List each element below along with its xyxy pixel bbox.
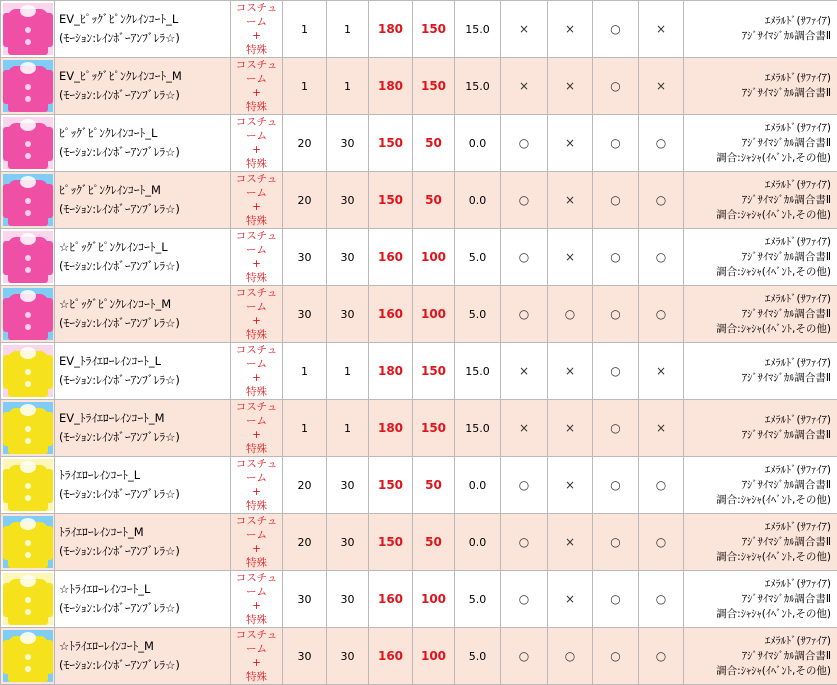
category-cell bbox=[231, 457, 283, 514]
value-1: 30 bbox=[283, 571, 327, 628]
flag-1: ○ bbox=[501, 457, 548, 514]
source-cell bbox=[684, 115, 837, 172]
category-line2: + bbox=[231, 314, 282, 328]
category-line2: + bbox=[231, 542, 282, 556]
category-line2: + bbox=[231, 143, 282, 157]
value-3: 180 bbox=[369, 400, 413, 457]
source-line: 調合:ｼｬｼｬ(ｲﾍﾞﾝﾄ,その他) bbox=[684, 550, 831, 565]
table-row bbox=[1, 229, 837, 286]
flag-2: × bbox=[548, 115, 593, 172]
flag-4: × bbox=[639, 400, 684, 457]
flag-1: ○ bbox=[501, 514, 548, 571]
raincoat-icon bbox=[3, 60, 53, 112]
item-name-cell bbox=[55, 400, 231, 457]
value-5: 0.0 bbox=[455, 514, 501, 571]
raincoat-icon bbox=[3, 288, 53, 340]
item-motion: (ﾓｰｼｮﾝ:ﾚｲﾝﾎﾞｰｱﾝﾌﾞﾚﾗ☆) bbox=[59, 200, 230, 219]
source-line: ｴﾒﾗﾙﾄﾞ(ｻﾌｧｲｱ) bbox=[684, 14, 831, 29]
table-row bbox=[1, 343, 837, 400]
item-image-cell bbox=[1, 58, 55, 115]
flag-2: ○ bbox=[548, 286, 593, 343]
flag-1: × bbox=[501, 343, 548, 400]
value-1: 30 bbox=[283, 286, 327, 343]
item-name: EV_ﾄﾗｲｴﾛｰﾚｲﾝｺｰﾄ_L bbox=[59, 352, 230, 371]
category-line3: 特殊 bbox=[231, 43, 282, 57]
source-line: ｴﾒﾗﾙﾄﾞ(ｻﾌｧｲｱ) bbox=[684, 235, 831, 250]
value-2: 30 bbox=[327, 571, 369, 628]
table-row bbox=[1, 400, 837, 457]
value-5: 5.0 bbox=[455, 286, 501, 343]
source-line: ｱｼﾞｻｲﾏｼﾞｶﾙ調合書Ⅱ bbox=[684, 428, 831, 443]
table-row bbox=[1, 571, 837, 628]
value-2: 30 bbox=[327, 229, 369, 286]
category-line3: 特殊 bbox=[231, 670, 282, 684]
flag-4: ○ bbox=[639, 229, 684, 286]
flag-4: ○ bbox=[639, 628, 684, 685]
flag-1: ○ bbox=[501, 571, 548, 628]
source-line: ｴﾒﾗﾙﾄﾞ(ｻﾌｧｲｱ) bbox=[684, 634, 831, 649]
item-image-cell bbox=[1, 1, 55, 58]
source-line: ｴﾒﾗﾙﾄﾞ(ｻﾌｧｲｱ) bbox=[684, 178, 831, 193]
source-line: ｱｼﾞｻｲﾏｼﾞｶﾙ調合書Ⅱ bbox=[684, 250, 831, 265]
category-line3: 特殊 bbox=[231, 214, 282, 228]
item-name-cell bbox=[55, 58, 231, 115]
item-motion: (ﾓｰｼｮﾝ:ﾚｲﾝﾎﾞｰｱﾝﾌﾞﾚﾗ☆) bbox=[59, 542, 230, 561]
value-4: 150 bbox=[413, 1, 455, 58]
source-line: 調合:ｼｬｼｬ(ｲﾍﾞﾝﾄ,その他) bbox=[684, 493, 831, 508]
category-line1: コスチューム bbox=[231, 286, 282, 314]
category-line2: + bbox=[231, 29, 282, 43]
flag-3: ○ bbox=[593, 571, 639, 628]
flag-4: ○ bbox=[639, 115, 684, 172]
item-name-cell bbox=[55, 571, 231, 628]
value-4: 150 bbox=[413, 58, 455, 115]
source-line: ｴﾒﾗﾙﾄﾞ(ｻﾌｧｲｱ) bbox=[684, 577, 831, 592]
flag-3: ○ bbox=[593, 628, 639, 685]
flag-2: × bbox=[548, 172, 593, 229]
value-3: 150 bbox=[369, 457, 413, 514]
category-line2: + bbox=[231, 485, 282, 499]
table-row bbox=[1, 58, 837, 115]
category-line1: コスチューム bbox=[231, 628, 282, 656]
item-name-cell bbox=[55, 172, 231, 229]
value-3: 160 bbox=[369, 571, 413, 628]
category-cell bbox=[231, 400, 283, 457]
value-5: 5.0 bbox=[455, 229, 501, 286]
value-2: 30 bbox=[327, 514, 369, 571]
category-line2: + bbox=[231, 200, 282, 214]
item-name: ☆ﾋﾟｯｸﾞﾋﾟﾝｸﾚｲﾝｺｰﾄ_M bbox=[59, 295, 230, 314]
flag-2: × bbox=[548, 400, 593, 457]
value-4: 50 bbox=[413, 115, 455, 172]
flag-2: × bbox=[548, 571, 593, 628]
category-line1: コスチューム bbox=[231, 343, 282, 371]
item-image-cell bbox=[1, 571, 55, 628]
flag-2: × bbox=[548, 343, 593, 400]
item-motion: (ﾓｰｼｮﾝ:ﾚｲﾝﾎﾞｰｱﾝﾌﾞﾚﾗ☆) bbox=[59, 257, 230, 276]
item-motion: (ﾓｰｼｮﾝ:ﾚｲﾝﾎﾞｰｱﾝﾌﾞﾚﾗ☆) bbox=[59, 371, 230, 390]
value-4: 100 bbox=[413, 628, 455, 685]
value-2: 1 bbox=[327, 1, 369, 58]
category-cell bbox=[231, 115, 283, 172]
category-line2: + bbox=[231, 257, 282, 271]
value-2: 30 bbox=[327, 628, 369, 685]
flag-1: ○ bbox=[501, 628, 548, 685]
source-cell bbox=[684, 400, 837, 457]
value-1: 20 bbox=[283, 172, 327, 229]
raincoat-icon bbox=[3, 516, 53, 568]
value-3: 150 bbox=[369, 172, 413, 229]
value-4: 50 bbox=[413, 457, 455, 514]
source-cell bbox=[684, 457, 837, 514]
source-line: 調合:ｼｬｼｬ(ｲﾍﾞﾝﾄ,その他) bbox=[684, 208, 831, 223]
flag-1: × bbox=[501, 1, 548, 58]
value-5: 5.0 bbox=[455, 571, 501, 628]
item-image-cell bbox=[1, 400, 55, 457]
category-line3: 特殊 bbox=[231, 157, 282, 171]
value-1: 1 bbox=[283, 1, 327, 58]
value-4: 50 bbox=[413, 514, 455, 571]
category-line1: コスチューム bbox=[231, 115, 282, 143]
source-cell bbox=[684, 571, 837, 628]
value-3: 150 bbox=[369, 115, 413, 172]
source-line: ｱｼﾞｻｲﾏｼﾞｶﾙ調合書Ⅱ bbox=[684, 592, 831, 607]
value-4: 50 bbox=[413, 172, 455, 229]
source-line: ｴﾒﾗﾙﾄﾞ(ｻﾌｧｲｱ) bbox=[684, 463, 831, 478]
value-1: 20 bbox=[283, 514, 327, 571]
source-line: ｴﾒﾗﾙﾄﾞ(ｻﾌｧｲｱ) bbox=[684, 121, 831, 136]
item-image-cell bbox=[1, 628, 55, 685]
category-line1: コスチューム bbox=[231, 229, 282, 257]
item-name: ☆ﾄﾗｲｴﾛｰﾚｲﾝｺｰﾄ_M bbox=[59, 637, 230, 656]
item-motion: (ﾓｰｼｮﾝ:ﾚｲﾝﾎﾞｰｱﾝﾌﾞﾚﾗ☆) bbox=[59, 428, 230, 447]
item-name: EV_ﾋﾟｯｸﾞﾋﾟﾝｸﾚｲﾝｺｰﾄ_M bbox=[59, 67, 230, 86]
item-image-cell bbox=[1, 115, 55, 172]
flag-4: × bbox=[639, 343, 684, 400]
item-motion: (ﾓｰｼｮﾝ:ﾚｲﾝﾎﾞｰｱﾝﾌﾞﾚﾗ☆) bbox=[59, 485, 230, 504]
source-line: ｱｼﾞｻｲﾏｼﾞｶﾙ調合書Ⅱ bbox=[684, 478, 831, 493]
flag-2: × bbox=[548, 1, 593, 58]
source-cell bbox=[684, 172, 837, 229]
item-name: EV_ﾋﾟｯｸﾞﾋﾟﾝｸﾚｲﾝｺｰﾄ_L bbox=[59, 10, 230, 29]
category-line2: + bbox=[231, 371, 282, 385]
value-1: 1 bbox=[283, 400, 327, 457]
category-line1: コスチューム bbox=[231, 58, 282, 86]
category-line3: 特殊 bbox=[231, 613, 282, 627]
flag-4: × bbox=[639, 58, 684, 115]
value-5: 0.0 bbox=[455, 172, 501, 229]
value-5: 5.0 bbox=[455, 628, 501, 685]
raincoat-icon bbox=[3, 573, 53, 625]
flag-1: ○ bbox=[501, 286, 548, 343]
category-cell bbox=[231, 343, 283, 400]
flag-4: × bbox=[639, 1, 684, 58]
item-image-cell bbox=[1, 286, 55, 343]
value-5: 15.0 bbox=[455, 58, 501, 115]
item-name: ☆ﾄﾗｲｴﾛｰﾚｲﾝｺｰﾄ_L bbox=[59, 580, 230, 599]
source-line: ｴﾒﾗﾙﾄﾞ(ｻﾌｧｲｱ) bbox=[684, 413, 831, 428]
flag-4: ○ bbox=[639, 571, 684, 628]
flag-1: × bbox=[501, 400, 548, 457]
source-cell bbox=[684, 1, 837, 58]
raincoat-icon bbox=[3, 459, 53, 511]
flag-3: ○ bbox=[593, 172, 639, 229]
flag-1: ○ bbox=[501, 172, 548, 229]
value-1: 1 bbox=[283, 343, 327, 400]
value-4: 150 bbox=[413, 400, 455, 457]
source-cell bbox=[684, 286, 837, 343]
raincoat-icon bbox=[3, 231, 53, 283]
category-line1: コスチューム bbox=[231, 571, 282, 599]
category-line1: コスチューム bbox=[231, 457, 282, 485]
category-line1: コスチューム bbox=[231, 514, 282, 542]
item-motion: (ﾓｰｼｮﾝ:ﾚｲﾝﾎﾞｰｱﾝﾌﾞﾚﾗ☆) bbox=[59, 599, 230, 618]
item-image-cell bbox=[1, 457, 55, 514]
item-name: ☆ﾋﾟｯｸﾞﾋﾟﾝｸﾚｲﾝｺｰﾄ_L bbox=[59, 238, 230, 257]
flag-3: ○ bbox=[593, 286, 639, 343]
flag-4: ○ bbox=[639, 457, 684, 514]
source-line: ｱｼﾞｻｲﾏｼﾞｶﾙ調合書Ⅱ bbox=[684, 29, 831, 44]
table-row bbox=[1, 628, 837, 685]
flag-1: ○ bbox=[501, 229, 548, 286]
flag-1: × bbox=[501, 58, 548, 115]
category-line2: + bbox=[231, 428, 282, 442]
source-line: 調合:ｼｬｼｬ(ｲﾍﾞﾝﾄ,その他) bbox=[684, 151, 831, 166]
item-name: ﾋﾟｯｸﾞﾋﾟﾝｸﾚｲﾝｺｰﾄ_M bbox=[59, 181, 230, 200]
value-2: 30 bbox=[327, 457, 369, 514]
source-cell bbox=[684, 229, 837, 286]
raincoat-icon bbox=[3, 117, 53, 169]
category-line2: + bbox=[231, 656, 282, 670]
category-line3: 特殊 bbox=[231, 328, 282, 342]
value-5: 0.0 bbox=[455, 457, 501, 514]
category-cell bbox=[231, 514, 283, 571]
value-2: 30 bbox=[327, 172, 369, 229]
category-line3: 特殊 bbox=[231, 556, 282, 570]
item-name-cell bbox=[55, 115, 231, 172]
raincoat-icon bbox=[3, 402, 53, 454]
value-1: 1 bbox=[283, 58, 327, 115]
category-cell bbox=[231, 571, 283, 628]
source-line: 調合:ｼｬｼｬ(ｲﾍﾞﾝﾄ,その他) bbox=[684, 265, 831, 280]
flag-1: ○ bbox=[501, 115, 548, 172]
item-motion: (ﾓｰｼｮﾝ:ﾚｲﾝﾎﾞｰｱﾝﾌﾞﾚﾗ☆) bbox=[59, 656, 230, 675]
table-row bbox=[1, 172, 837, 229]
flag-4: ○ bbox=[639, 172, 684, 229]
source-line: 調合:ｼｬｼｬ(ｲﾍﾞﾝﾄ,その他) bbox=[684, 664, 831, 679]
value-2: 1 bbox=[327, 400, 369, 457]
value-3: 160 bbox=[369, 628, 413, 685]
source-line: ｴﾒﾗﾙﾄﾞ(ｻﾌｧｲｱ) bbox=[684, 520, 831, 535]
category-line3: 特殊 bbox=[231, 100, 282, 114]
item-motion: (ﾓｰｼｮﾝ:ﾚｲﾝﾎﾞｰｱﾝﾌﾞﾚﾗ☆) bbox=[59, 86, 230, 105]
source-line: ｱｼﾞｻｲﾏｼﾞｶﾙ調合書Ⅱ bbox=[684, 535, 831, 550]
category-line3: 特殊 bbox=[231, 385, 282, 399]
item-image-cell bbox=[1, 514, 55, 571]
flag-4: ○ bbox=[639, 286, 684, 343]
flag-3: ○ bbox=[593, 343, 639, 400]
value-1: 20 bbox=[283, 115, 327, 172]
value-1: 20 bbox=[283, 457, 327, 514]
value-3: 160 bbox=[369, 286, 413, 343]
value-5: 15.0 bbox=[455, 343, 501, 400]
value-3: 160 bbox=[369, 229, 413, 286]
category-line3: 特殊 bbox=[231, 442, 282, 456]
raincoat-icon bbox=[3, 345, 53, 397]
flag-3: ○ bbox=[593, 229, 639, 286]
source-line: 調合:ｼｬｼｬ(ｲﾍﾞﾝﾄ,その他) bbox=[684, 322, 831, 337]
category-line1: コスチューム bbox=[231, 400, 282, 428]
category-line2: + bbox=[231, 599, 282, 613]
flag-2: × bbox=[548, 229, 593, 286]
flag-3: ○ bbox=[593, 457, 639, 514]
item-name-cell bbox=[55, 1, 231, 58]
category-line2: + bbox=[231, 86, 282, 100]
item-name-cell bbox=[55, 628, 231, 685]
item-name-cell bbox=[55, 514, 231, 571]
source-cell bbox=[684, 628, 837, 685]
source-line: ｱｼﾞｻｲﾏｼﾞｶﾙ調合書Ⅱ bbox=[684, 307, 831, 322]
source-cell bbox=[684, 514, 837, 571]
value-5: 15.0 bbox=[455, 1, 501, 58]
source-line: ｱｼﾞｻｲﾏｼﾞｶﾙ調合書Ⅱ bbox=[684, 649, 831, 664]
value-5: 0.0 bbox=[455, 115, 501, 172]
flag-4: ○ bbox=[639, 514, 684, 571]
category-line1: コスチューム bbox=[231, 1, 282, 29]
item-name-cell bbox=[55, 343, 231, 400]
category-line3: 特殊 bbox=[231, 271, 282, 285]
flag-3: ○ bbox=[593, 400, 639, 457]
value-3: 150 bbox=[369, 514, 413, 571]
value-3: 180 bbox=[369, 343, 413, 400]
table-row bbox=[1, 286, 837, 343]
raincoat-icon bbox=[3, 630, 53, 682]
item-name-cell bbox=[55, 229, 231, 286]
category-line1: コスチューム bbox=[231, 172, 282, 200]
value-3: 180 bbox=[369, 1, 413, 58]
flag-3: ○ bbox=[593, 115, 639, 172]
flag-2: × bbox=[548, 457, 593, 514]
value-2: 30 bbox=[327, 286, 369, 343]
item-name: EV_ﾄﾗｲｴﾛｰﾚｲﾝｺｰﾄ_M bbox=[59, 409, 230, 428]
source-line: ｱｼﾞｻｲﾏｼﾞｶﾙ調合書Ⅱ bbox=[684, 371, 831, 386]
item-motion: (ﾓｰｼｮﾝ:ﾚｲﾝﾎﾞｰｱﾝﾌﾞﾚﾗ☆) bbox=[59, 143, 230, 162]
item-name: ﾄﾗｲｴﾛｰﾚｲﾝｺｰﾄ_L bbox=[59, 466, 230, 485]
source-line: ｱｼﾞｻｲﾏｼﾞｶﾙ調合書Ⅱ bbox=[684, 86, 831, 101]
source-line: ｴﾒﾗﾙﾄﾞ(ｻﾌｧｲｱ) bbox=[684, 71, 831, 86]
table-row bbox=[1, 514, 837, 571]
item-image-cell bbox=[1, 343, 55, 400]
item-name: ﾋﾟｯｸﾞﾋﾟﾝｸﾚｲﾝｺｰﾄ_L bbox=[59, 124, 230, 143]
item-image-cell bbox=[1, 172, 55, 229]
source-line: 調合:ｼｬｼｬ(ｲﾍﾞﾝﾄ,その他) bbox=[684, 607, 831, 622]
value-4: 100 bbox=[413, 571, 455, 628]
value-2: 1 bbox=[327, 58, 369, 115]
category-cell bbox=[231, 628, 283, 685]
value-1: 30 bbox=[283, 229, 327, 286]
source-cell bbox=[684, 343, 837, 400]
table-row bbox=[1, 115, 837, 172]
category-line3: 特殊 bbox=[231, 499, 282, 513]
source-line: ｴﾒﾗﾙﾄﾞ(ｻﾌｧｲｱ) bbox=[684, 292, 831, 307]
flag-3: ○ bbox=[593, 514, 639, 571]
category-cell bbox=[231, 172, 283, 229]
item-motion: (ﾓｰｼｮﾝ:ﾚｲﾝﾎﾞｰｱﾝﾌﾞﾚﾗ☆) bbox=[59, 29, 230, 48]
item-name-cell bbox=[55, 286, 231, 343]
table-row bbox=[1, 1, 837, 58]
source-line: ｱｼﾞｻｲﾏｼﾞｶﾙ調合書Ⅱ bbox=[684, 136, 831, 151]
table-row bbox=[1, 457, 837, 514]
flag-2: × bbox=[548, 514, 593, 571]
flag-2: ○ bbox=[548, 628, 593, 685]
item-name-cell bbox=[55, 457, 231, 514]
source-line: ｴﾒﾗﾙﾄﾞ(ｻﾌｧｲｱ) bbox=[684, 356, 831, 371]
item-image-cell bbox=[1, 229, 55, 286]
value-4: 100 bbox=[413, 286, 455, 343]
item-motion: (ﾓｰｼｮﾝ:ﾚｲﾝﾎﾞｰｱﾝﾌﾞﾚﾗ☆) bbox=[59, 314, 230, 333]
value-1: 30 bbox=[283, 628, 327, 685]
value-2: 1 bbox=[327, 343, 369, 400]
raincoat-icon bbox=[3, 174, 53, 226]
flag-3: ○ bbox=[593, 1, 639, 58]
category-cell bbox=[231, 1, 283, 58]
raincoat-icon bbox=[3, 3, 53, 55]
source-cell bbox=[684, 58, 837, 115]
value-5: 15.0 bbox=[455, 400, 501, 457]
value-3: 180 bbox=[369, 58, 413, 115]
flag-3: ○ bbox=[593, 58, 639, 115]
value-4: 100 bbox=[413, 229, 455, 286]
value-4: 150 bbox=[413, 343, 455, 400]
value-2: 30 bbox=[327, 115, 369, 172]
source-line: ｱｼﾞｻｲﾏｼﾞｶﾙ調合書Ⅱ bbox=[684, 193, 831, 208]
item-name: ﾄﾗｲｴﾛｰﾚｲﾝｺｰﾄ_M bbox=[59, 523, 230, 542]
category-cell bbox=[231, 58, 283, 115]
category-cell bbox=[231, 286, 283, 343]
flag-2: × bbox=[548, 58, 593, 115]
category-cell bbox=[231, 229, 283, 286]
